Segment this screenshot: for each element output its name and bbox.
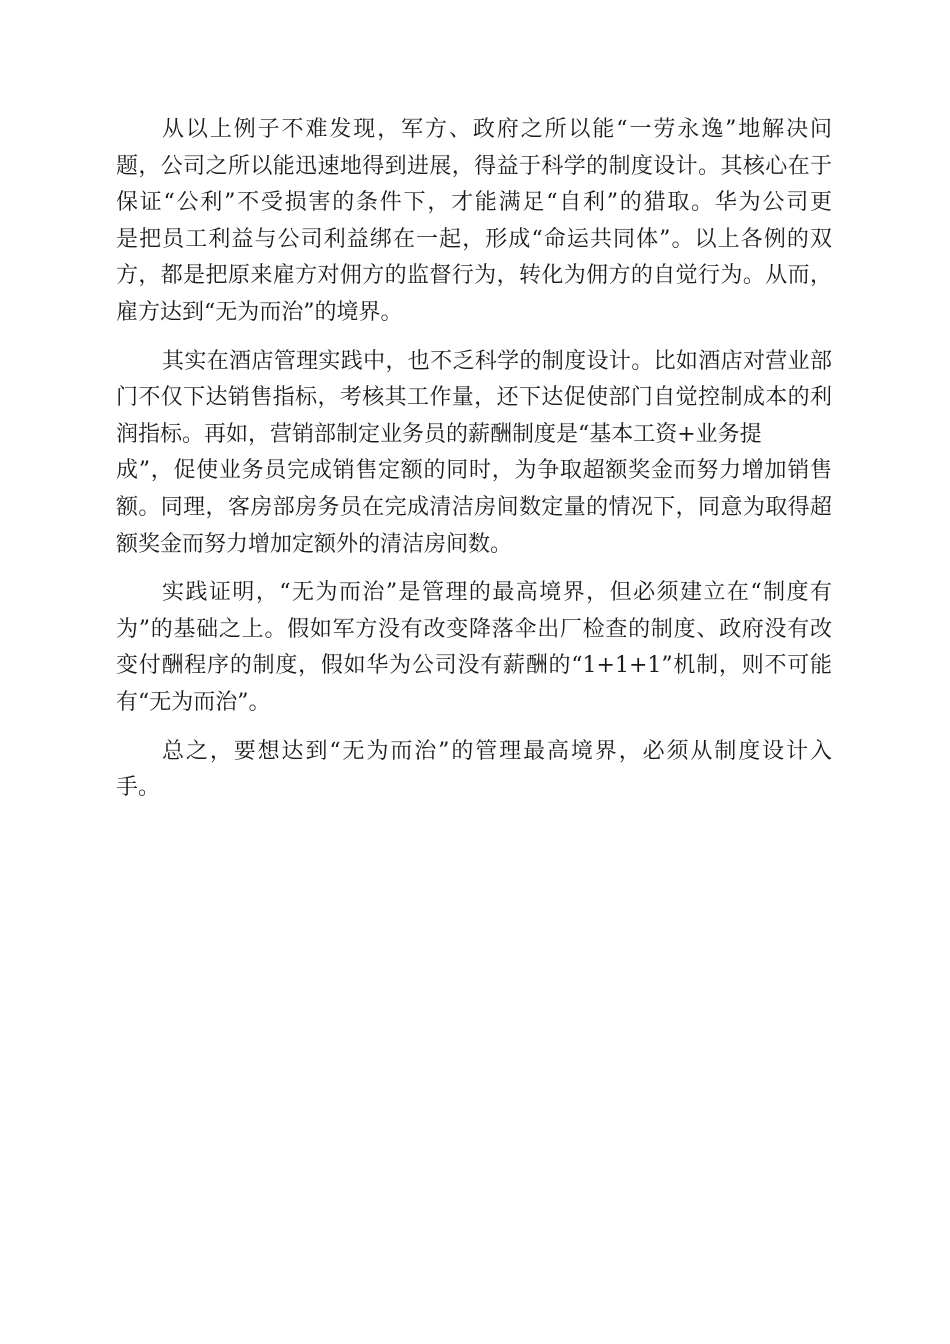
paragraph-1 — [116, 112, 832, 332]
text-line: 雇方达到“无为而治”的境界。 — [116, 299, 403, 325]
text-line: 从以上例子不难发现，军方、政府之所以能“一劳永逸”地解决问 — [162, 117, 832, 142]
text-line: 额。同理，客房部房务员在完成清洁房间数定量的情况下，同意为取得超 — [116, 494, 832, 520]
text-line: 有“无为而治”。 — [116, 689, 271, 715]
text-line: 实践证明，“无为而治”是管理的最高境界，但必须建立在“制度有 — [162, 580, 832, 606]
text-line: 变付酬程序的制度，假如华为公司没有薪酬的“1+1+1”机制，则不可能 — [116, 653, 832, 679]
document-body — [116, 112, 832, 819]
text-line: 其实在酒店管理实践中，也不乏科学的制度设计。比如酒店对营业部 — [162, 348, 832, 374]
paragraph-2 — [116, 344, 832, 564]
paragraph-4 — [116, 734, 832, 807]
text-line: 方，都是把原来雇方对佣方的监督行为，转化为佣方的自觉行为。从而， — [116, 263, 832, 289]
text-line: 润指标。再如，营销部制定业务员的薪酬制度是“基本工资+业务提 — [116, 421, 762, 447]
text-line: 额奖金而努力增加定额外的清洁房间数。 — [116, 531, 513, 557]
text-line: 题，公司之所以能迅速地得到进展，得益于科学的制度设计。其核心在于 — [116, 153, 832, 179]
text-line: 是把员工利益与公司利益绑在一起，形成“命运共同体”。以上各例的双 — [116, 226, 832, 252]
text-line: 为”的基础之上。假如军方没有改变降落伞出厂检查的制度、政府没有改 — [116, 616, 832, 642]
text-line: 手。 — [116, 775, 161, 801]
text-line: 总之，要想达到“无为而治”的管理最高境界，必须从制度设计入 — [162, 738, 832, 764]
text-line: 成”，促使业务员完成销售定额的同时，为争取超额奖金而努力增加销售 — [116, 458, 832, 484]
text-line: 保证“公利”不受损害的条件下，才能满足“自利”的猎取。华为公司更 — [116, 190, 832, 216]
paragraph-3 — [116, 575, 832, 721]
text-line: 门不仅下达销售指标，考核其工作量，还下达促使部门自觉控制成本的利 — [116, 385, 832, 411]
